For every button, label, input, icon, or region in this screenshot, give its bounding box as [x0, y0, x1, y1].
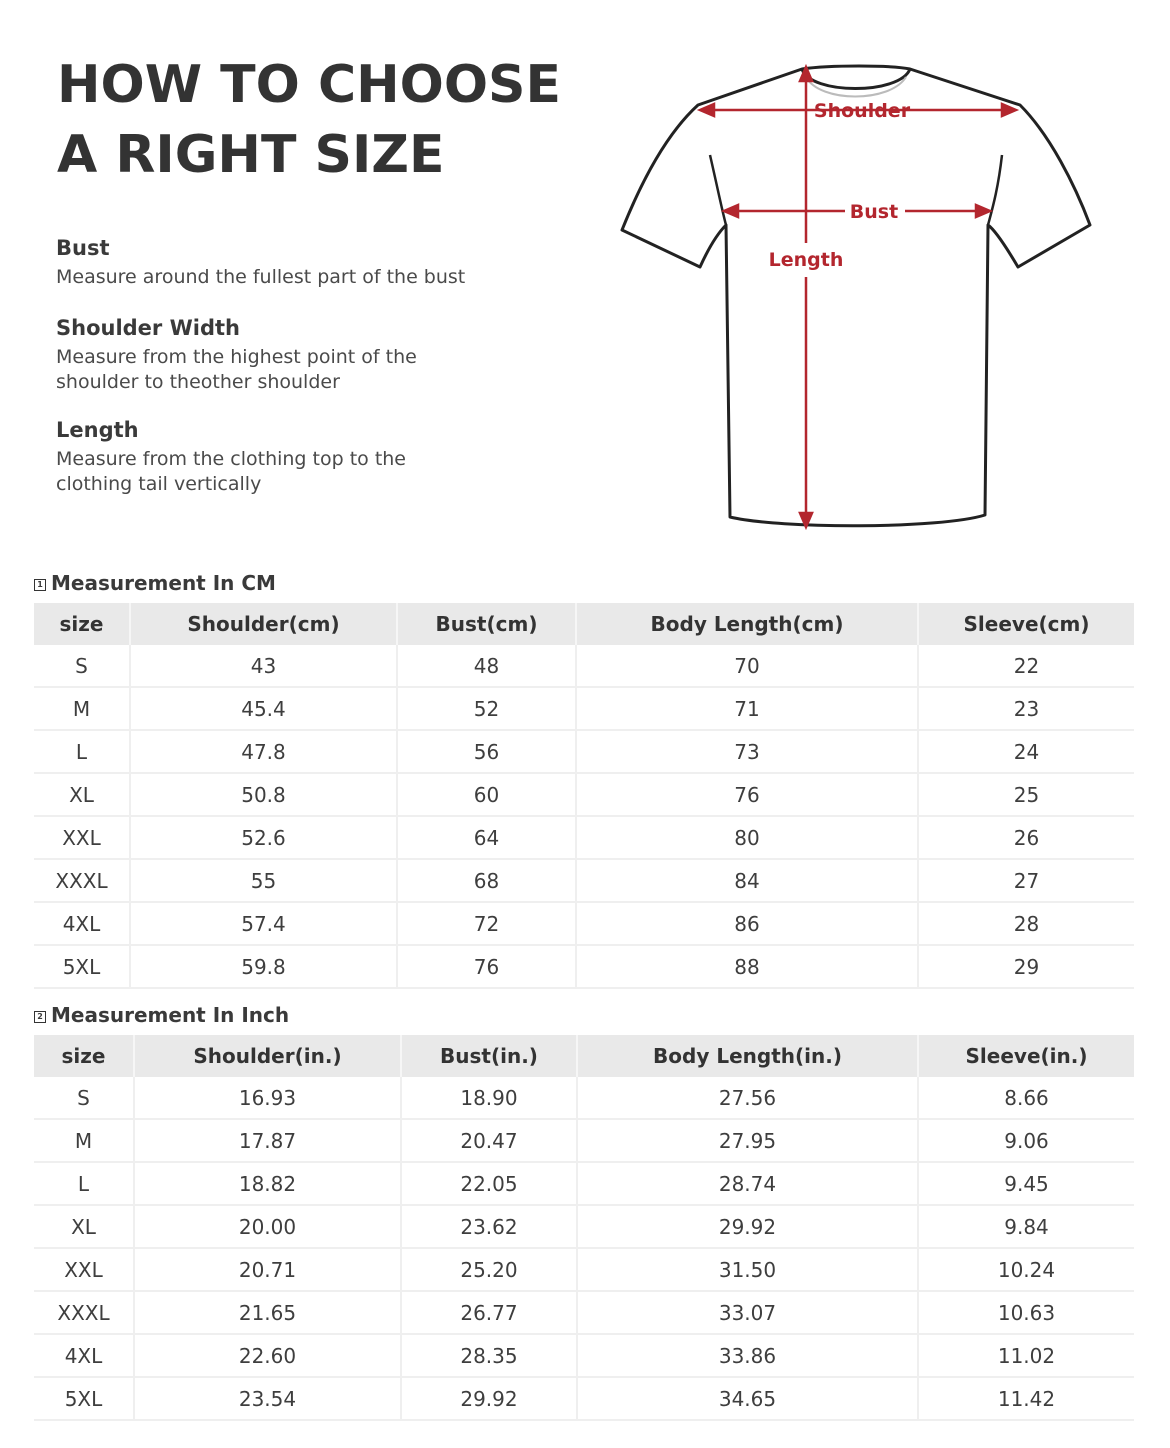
table-row [34, 773, 1134, 816]
measurement-cell: 86 [576, 902, 918, 945]
bust-label: Bust [849, 201, 899, 223]
size-cell: L [34, 1162, 134, 1205]
measurement-cell: 50.8 [130, 773, 397, 816]
table-row [34, 645, 1134, 687]
column-header: size [34, 1035, 134, 1077]
table-row [34, 1162, 1134, 1205]
column-header: Sleeve(cm) [918, 603, 1134, 645]
size-cell: 4XL [34, 1334, 134, 1377]
measurement-cell: 18.90 [401, 1077, 577, 1119]
guide-shoulder-width [56, 315, 417, 395]
measurement-cell: 55 [130, 859, 397, 902]
guide-description [56, 447, 406, 497]
measurement-cell: 25.20 [401, 1248, 577, 1291]
measurement-cell: 33.86 [577, 1334, 918, 1377]
section-title: Measurement In Inch [51, 1003, 290, 1027]
table-row [34, 687, 1134, 730]
table-row [34, 1077, 1134, 1119]
size-cell: XXXL [34, 859, 130, 902]
measurement-cell: 59.8 [130, 945, 397, 988]
column-header: Body Length(in.) [577, 1035, 918, 1077]
measurement-cell: 23.62 [401, 1205, 577, 1248]
measurement-cell: 52 [397, 687, 576, 730]
section-label-cm [34, 571, 276, 595]
measurement-cell: 8.66 [918, 1077, 1134, 1119]
page-title [57, 50, 561, 190]
guide-heading: Bust [56, 236, 110, 260]
measurement-cell: 26.77 [401, 1291, 577, 1334]
measurement-cell: 20.71 [134, 1248, 401, 1291]
measurement-cell: 45.4 [130, 687, 397, 730]
measurement-cell: 9.45 [918, 1162, 1134, 1205]
measurement-cell: 20.00 [134, 1205, 401, 1248]
measurement-cell: 60 [397, 773, 576, 816]
measurement-cell: 11.02 [918, 1334, 1134, 1377]
guide-description [56, 345, 417, 395]
measurement-cell: 84 [576, 859, 918, 902]
measurement-cell: 23.54 [134, 1377, 401, 1420]
column-header: Shoulder(in.) [134, 1035, 401, 1077]
measurement-cell: 80 [576, 816, 918, 859]
guide-description-line: Measure from the clothing top to the [56, 448, 406, 470]
measurement-cell: 34.65 [577, 1377, 918, 1420]
size-cell: S [34, 1077, 134, 1119]
measurement-cell: 9.06 [918, 1119, 1134, 1162]
column-header: Body Length(cm) [576, 603, 918, 645]
length-label: Length [768, 249, 844, 271]
size-cell: XXL [34, 1248, 134, 1291]
measurement-cell: 70 [576, 645, 918, 687]
measurement-cell: 11.42 [918, 1377, 1134, 1420]
tshirt-outline [622, 66, 1090, 526]
guide-description-line: shoulder to theother shoulder [56, 371, 340, 393]
measurement-cell: 18.82 [134, 1162, 401, 1205]
size-cell: M [34, 687, 130, 730]
measurement-cell: 29 [918, 945, 1134, 988]
section-marker: 1 [34, 579, 46, 591]
table-row [34, 902, 1134, 945]
table-row [34, 1377, 1134, 1420]
measurement-cell: 29.92 [401, 1377, 577, 1420]
guide-description-line: Measure from the highest point of the [56, 346, 417, 368]
table-row [34, 816, 1134, 859]
tshirt-diagram [610, 55, 1110, 545]
measurement-cell: 28 [918, 902, 1134, 945]
table-header-row [34, 1035, 1134, 1077]
title-line-2: A RIGHT SIZE [57, 125, 445, 185]
guide-description-line: clothing tail vertically [56, 473, 262, 495]
table-row [34, 1205, 1134, 1248]
column-header: size [34, 603, 130, 645]
measurement-cell: 72 [397, 902, 576, 945]
size-cell: M [34, 1119, 134, 1162]
measurement-cell: 23 [918, 687, 1134, 730]
measurement-cell: 10.24 [918, 1248, 1134, 1291]
measurement-cell: 27.95 [577, 1119, 918, 1162]
section-marker: 2 [34, 1011, 46, 1023]
measurement-cell: 52.6 [130, 816, 397, 859]
size-cell: XXL [34, 816, 130, 859]
measurement-cell: 57.4 [130, 902, 397, 945]
measurement-cell: 22 [918, 645, 1134, 687]
measurement-cell: 48 [397, 645, 576, 687]
measurement-cell: 76 [576, 773, 918, 816]
size-cell: 5XL [34, 945, 130, 988]
size-table-cm [34, 603, 1134, 989]
measurement-cell: 47.8 [130, 730, 397, 773]
measurement-cell: 64 [397, 816, 576, 859]
shoulder-label: Shoulder [813, 100, 911, 122]
measurement-cell: 9.84 [918, 1205, 1134, 1248]
size-cell: XL [34, 1205, 134, 1248]
size-cell: 5XL [34, 1377, 134, 1420]
guide-heading: Length [56, 418, 139, 442]
table-row [34, 1291, 1134, 1334]
table-row [34, 730, 1134, 773]
size-cell: XXXL [34, 1291, 134, 1334]
measurement-cell: 22.05 [401, 1162, 577, 1205]
measurement-cell: 29.92 [577, 1205, 918, 1248]
section-label-inch [34, 1003, 289, 1027]
measurement-cell: 68 [397, 859, 576, 902]
guide-description: Measure around the fullest part of the bust [56, 266, 466, 288]
measurement-cell: 56 [397, 730, 576, 773]
size-table-inch [34, 1035, 1134, 1421]
size-cell: L [34, 730, 130, 773]
guide-heading: Shoulder Width [56, 316, 240, 340]
table-row [34, 1248, 1134, 1291]
title-line-1: HOW TO CHOOSE [57, 55, 562, 115]
measurement-cell: 22.60 [134, 1334, 401, 1377]
measurement-cell: 21.65 [134, 1291, 401, 1334]
measurement-cell: 27.56 [577, 1077, 918, 1119]
table-row [34, 1334, 1134, 1377]
measurement-cell: 33.07 [577, 1291, 918, 1334]
table-row [34, 1119, 1134, 1162]
section-title: Measurement In CM [51, 571, 276, 595]
measurement-cell: 31.50 [577, 1248, 918, 1291]
measurement-cell: 10.63 [918, 1291, 1134, 1334]
measurement-cell: 26 [918, 816, 1134, 859]
size-cell: XL [34, 773, 130, 816]
measurement-cell: 71 [576, 687, 918, 730]
column-header: Bust(cm) [397, 603, 576, 645]
column-header: Bust(in.) [401, 1035, 577, 1077]
table-row [34, 859, 1134, 902]
measurement-cell: 88 [576, 945, 918, 988]
measurement-cell: 25 [918, 773, 1134, 816]
guide-length [56, 417, 406, 497]
column-header: Shoulder(cm) [130, 603, 397, 645]
table-header-row [34, 603, 1134, 645]
column-header: Sleeve(in.) [918, 1035, 1134, 1077]
size-cell: 4XL [34, 902, 130, 945]
measurement-cell: 24 [918, 730, 1134, 773]
measurement-cell: 20.47 [401, 1119, 577, 1162]
measurement-cell: 73 [576, 730, 918, 773]
measurement-cell: 28.74 [577, 1162, 918, 1205]
measurement-cell: 28.35 [401, 1334, 577, 1377]
guide-bust [56, 235, 465, 290]
size-cell: S [34, 645, 130, 687]
measurement-cell: 43 [130, 645, 397, 687]
measurement-cell: 27 [918, 859, 1134, 902]
measurement-cell: 16.93 [134, 1077, 401, 1119]
measurement-cell: 76 [397, 945, 576, 988]
table-row [34, 945, 1134, 988]
measurement-cell: 17.87 [134, 1119, 401, 1162]
